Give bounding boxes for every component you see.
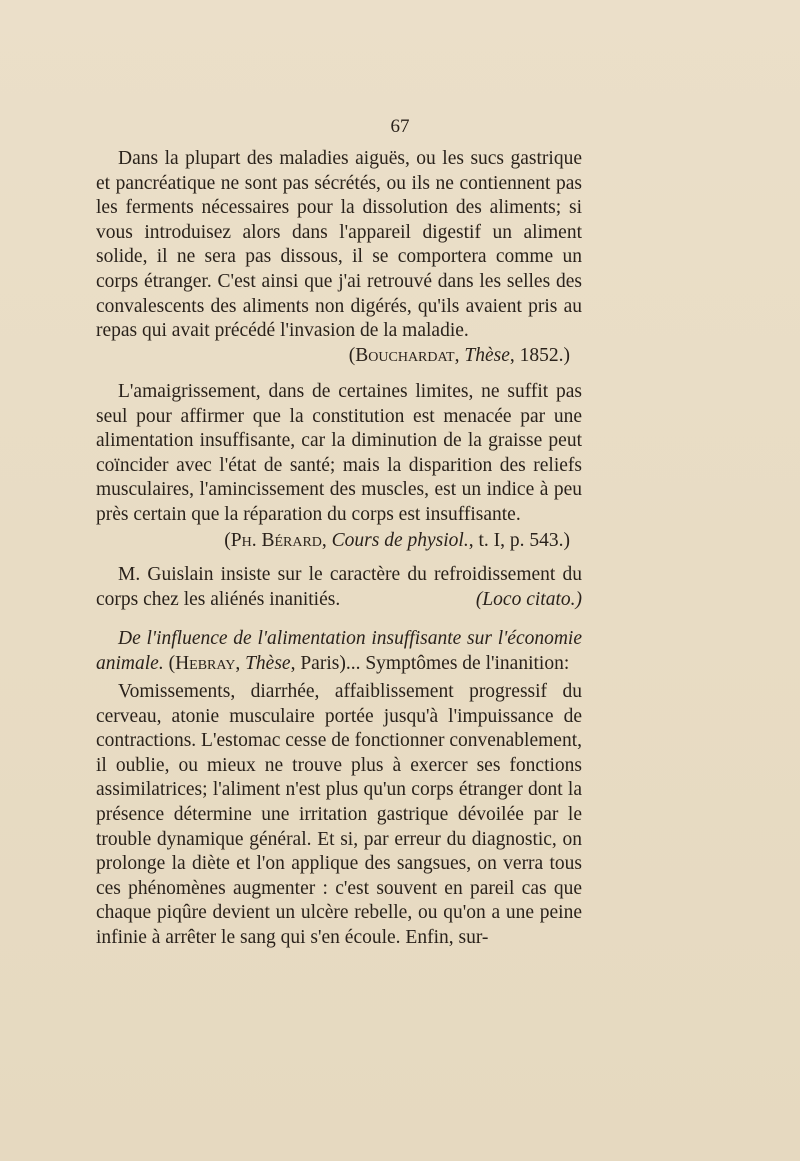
paragraph-4-body [96, 627, 582, 676]
paragraph-4-author: Hebray [175, 652, 236, 674]
paragraph-1-text: Dans la plupart des maladies aiguës, ou les sucs gastrique et pancréatique ne sont pas sécrétés, ou ils ne contiennent pas les ferments nécessaires pour la dissolution des aliments; si vous introduisez alors dans l'appareil digestif un aliment solide, il ne sera pas dissous, il se comportera comme un corps étranger. C'est ainsi que j'ai retrouvé dans les selles des convalescents des aliments non digérés, qu'ils avaient pris au repas qui avait précédé l'invasion de la maladie. [96, 148, 582, 342]
paragraph-2 [96, 380, 582, 528]
citation-1 [96, 344, 570, 369]
paragraph-1 [96, 147, 582, 344]
citation-1-author: Bouchardat [355, 345, 455, 366]
citation-1-sep: , [454, 345, 465, 366]
paragraph-4-sep: , [235, 652, 246, 674]
citation-2-author: Ph. Bérard [230, 530, 322, 551]
paragraph-4-open: ( [163, 652, 176, 674]
citation-2 [96, 529, 570, 554]
page-number: 67 [390, 116, 410, 137]
paragraph-3-citation: (Loco citato.) [475, 588, 582, 610]
paragraph-5 [96, 680, 582, 951]
citation-2-open: ( [224, 530, 231, 551]
paragraph-4 [96, 627, 582, 676]
citation-1-work: Thèse [464, 345, 510, 366]
paragraph-5-text: Vomissements, diarrhée, affaiblissement progressif du cerveau, atonie musculaire portée jusqu'à l'impuissance de contractions. L'estomac cesse de fonctionner convenablement, il oublie, ou mieux ne trouve plus à exercer ses fonctions assimilatrices; l'aliment n'est plus qu'un corps étranger dont la présence détermine une irritation gastrique dévoilée par le trouble dynamique général. Et si, par erreur du diagnostic, on prolonge la diète et l'on applique des sangsues, on verra tous ces phénomènes augmenter : c'est souvent en pareil cas que chaque piqûre devient un ulcère rebelle, ou qu'on a une peine infinie à arrêter le sang qui s'en écoule. Enfin, sur- [96, 681, 582, 948]
paragraph-4-work: Thèse [245, 652, 291, 674]
citation-1-rest: , 1852.) [509, 345, 570, 366]
paragraph-4-rest: , Paris)... Symptômes de l'inanition: [290, 652, 570, 674]
citation-2-sep: , [321, 530, 332, 551]
citation-2-work: Cours de physiol. [331, 530, 469, 551]
paragraph-3-text: M. Guislain insiste sur le caractère du refroidissement du corps chez les aliénés inanitiés. [96, 564, 582, 610]
paragraph-2-text: L'amaigrissement, dans de certaines limites, ne suffit pas seul pour affirmer que la constitution est menacée par une alimentation insuffisante, car la diminution de la graisse peut coïncider avec l'état de santé; mais la disparition des reliefs musculaires, l'amincissement des muscles, est un indice à peu près certain que la réparation du corps est insuffisante. [96, 381, 582, 525]
citation-1-open: ( [348, 345, 356, 366]
citation-2-rest: , t. I, p. 543.) [468, 530, 570, 551]
paragraph-3-body [96, 563, 582, 612]
paragraph-3 [96, 563, 582, 612]
paragraph-4-title: De l'influence de l'alimentation insuffisante sur l'économie animale. [96, 628, 582, 674]
